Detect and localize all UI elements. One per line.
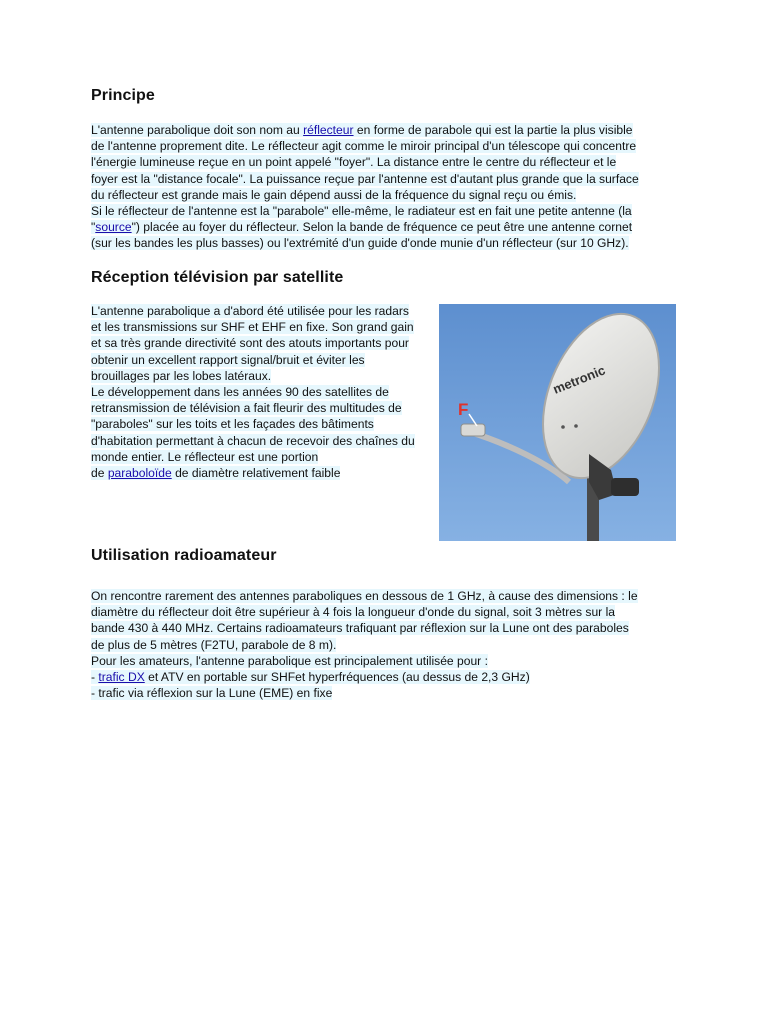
text-line: d'habitation permettant à chacun de recevoir des chaînes du — [91, 433, 415, 448]
text-line: Si le réflecteur de l'antenne est la "parabole" elle-même, le radiateur est en fait une petite antenne (la — [91, 204, 632, 219]
text-line: diamètre du réflecteur doit être supérieur à 4 fois la longueur d'onde du signal, soit 3 mètres sur la — [91, 605, 615, 620]
text-line: Le développement dans les années 90 des satellites de — [91, 385, 389, 400]
link-source[interactable]: source — [95, 220, 132, 235]
satellite-dish-photo — [439, 304, 676, 541]
focus-label: F — [458, 400, 469, 419]
text-line: - trafic via réflexion sur la Lune (EME) en fixe — [91, 686, 333, 701]
text-line: foyer est la "distance focale". La puissance reçue par l'antenne est d'autant plus grande que la surface — [91, 171, 639, 186]
paragraph-radioamateur — [91, 588, 691, 701]
text-line: (sur les bandes les plus basses) ou l'extrémité d'un guide d'onde munie d'un réflecteur (sur 10 GHz). — [91, 236, 629, 251]
text-line: l'énergie lumineuse reçue en un point appelé "foyer". La distance entre le centre du réflecteur et le — [91, 155, 617, 170]
text-line: de l'antenne proprement dite. Le réflecteur agit comme le miroir principal d'un télescope qui concentre — [91, 139, 637, 154]
paragraph-reception-satellite — [91, 303, 436, 481]
section-title-principe: Principe — [91, 87, 155, 104]
link-trafic-dx[interactable]: trafic DX — [98, 670, 145, 685]
text-line: L'antenne parabolique a d'abord été utilisée pour les radars — [91, 304, 409, 318]
section-title-radioamateur: Utilisation radioamateur — [91, 547, 277, 564]
text-line: brouillages par les lobes latéraux. — [91, 368, 272, 383]
text-line: - trafic DX et ATV en portable sur SHFet hyperfréquences (au dessus de 2,3 GHz) — [91, 670, 530, 685]
text-line: On rencontre rarement des antennes paraboliques en dessous de 1 GHz, à cause des dimensions : le — [91, 589, 638, 603]
text-line: et sa très grande directivité sont des atouts importants pour — [91, 336, 409, 351]
paragraph-principe — [91, 122, 691, 252]
link-parabolo-de[interactable]: paraboloïde — [107, 466, 172, 481]
lnb-source — [461, 424, 485, 436]
text-line: "source") placée au foyer du réflecteur. Selon la bande de fréquence ce peut être une antenne cornet — [91, 220, 633, 235]
section-title-reception-satellite: Réception télévision par satellite — [91, 269, 344, 286]
link-r-flecteur[interactable]: réflecteur — [303, 123, 354, 137]
text-line: de paraboloïde de diamètre relativement faible — [91, 466, 341, 481]
text-line: et les transmissions sur SHF et EHF en fixe. Son grand gain — [91, 320, 414, 335]
text-line: monde entier. Le réflecteur est une portion — [91, 449, 319, 464]
text-line: "paraboles" sur les toits et les façades des bâtiments — [91, 417, 374, 432]
text-line: bande 430 à 440 MHz. Certains radioamateurs trafiquant par réflexion sur la Lune ont des paraboles — [91, 621, 629, 636]
text-line: de plus de 5 mètres (F2TU, parabole de 8 m). — [91, 637, 337, 652]
text-line: L'antenne parabolique doit son nom au réflecteur en forme de parabole qui est la partie la plus visible — [91, 123, 633, 137]
dish-brand-text: metronic — [550, 362, 608, 397]
text-line: obtenir un excellent rapport signal/bruit et éviter les — [91, 352, 365, 367]
text-line: du réflecteur est grande mais le gain dépend aussi de la fréquence du signal reçu ou émis. — [91, 187, 577, 202]
text-line: Pour les amateurs, l'antenne parabolique est principalement utilisée pour : — [91, 653, 488, 668]
text-line: retransmission de télévision a fait fleurir des multitudes de — [91, 401, 402, 416]
